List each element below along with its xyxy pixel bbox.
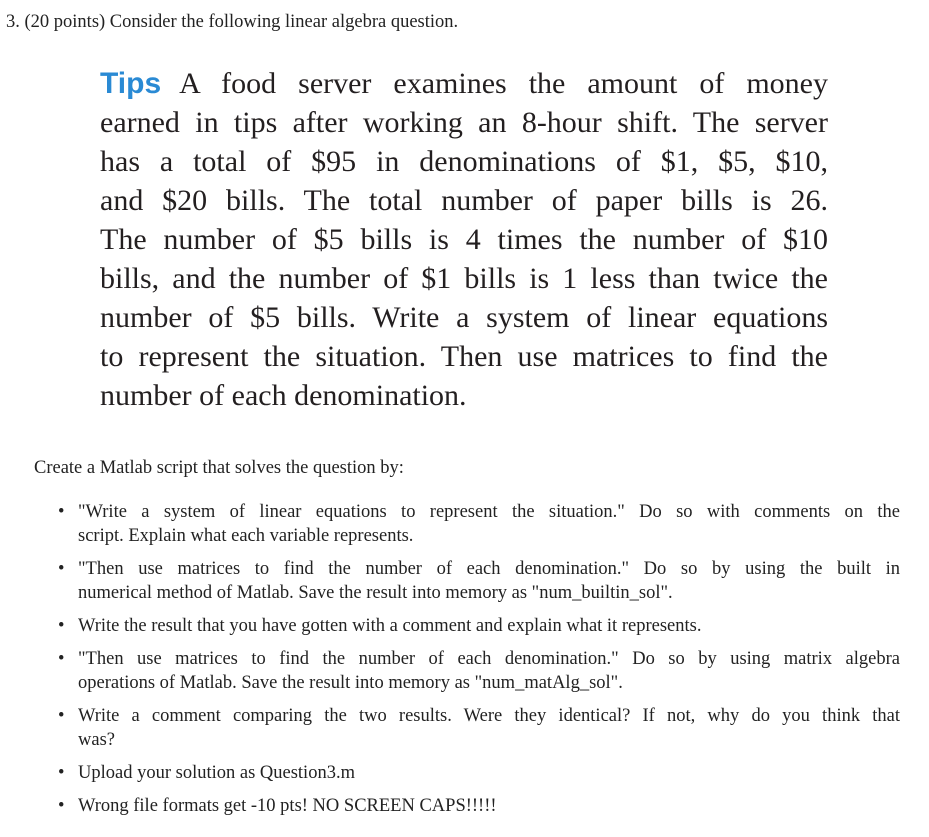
problem-line: to represent the situation. Then use matrices to find the [100,340,828,373]
problem-line: bills, and the number of $1 bills is 1 less than twice the [100,262,828,295]
problem-line: number of $5 bills. Write a system of linear equations [100,301,828,334]
instruction-line: script. Explain what each variable represents. [78,526,414,546]
bullet-icon: • [58,649,65,669]
problem-line: The number of $5 bills is 4 times the number of $10 [100,223,828,256]
problem-line: has a total of $95 in denominations of $1, $5, $10, [100,145,828,178]
instruction-line: "Then use matrices to find the number of each denomination." Do so by using the built in [78,559,900,579]
bullet-icon: • [58,796,65,816]
instruction-line: was? [78,730,115,750]
instruction-line: numerical method of Matlab. Save the result into memory as "num_builtin_sol". [78,583,673,603]
instructions-intro: Create a Matlab script that solves the question by: [34,458,404,478]
instruction-item [58,794,900,818]
instruction-line: "Write a system of linear equations to represent the situation." Do so with comments on the [78,502,900,522]
bullet-icon: • [58,616,65,636]
instruction-item [58,500,900,548]
instruction-line: Upload your solution as Question3.m [78,763,355,783]
instruction-item [58,614,900,638]
instruction-item [58,761,900,785]
instruction-line: "Then use matrices to find the number of each denomination." Do so by using matrix algebra [78,649,900,669]
bullet-icon: • [58,763,65,783]
bullet-icon: • [58,706,65,726]
instruction-line: operations of Matlab. Save the result into memory as "num_matAlg_sol". [78,673,623,693]
bullet-icon: • [58,502,65,522]
problem-line: earned in tips after working an 8-hour shift. The server [100,106,828,139]
problem-keyword: Tips [100,67,162,100]
problem-line: Tips A food server examines the amount of money [100,67,828,100]
instruction-line: Wrong file formats get -10 pts! NO SCREEN CAPS!!!!! [78,796,497,816]
problem-line: number of each denomination. [100,379,467,412]
problem-line: and $20 bills. The total number of paper bills is 26. [100,184,828,217]
question-header: 3. (20 points) Consider the following linear algebra question. [6,12,459,32]
bullet-icon: • [58,559,65,579]
instruction-list [58,500,900,827]
instruction-line: Write a comment comparing the two results. Were they identical? If not, why do you think that [78,706,900,726]
problem-box [100,64,828,415]
instruction-item [58,647,900,695]
instruction-item [58,704,900,752]
instruction-item [58,557,900,605]
instruction-line: Write the result that you have gotten with a comment and explain what it represents. [78,616,702,636]
